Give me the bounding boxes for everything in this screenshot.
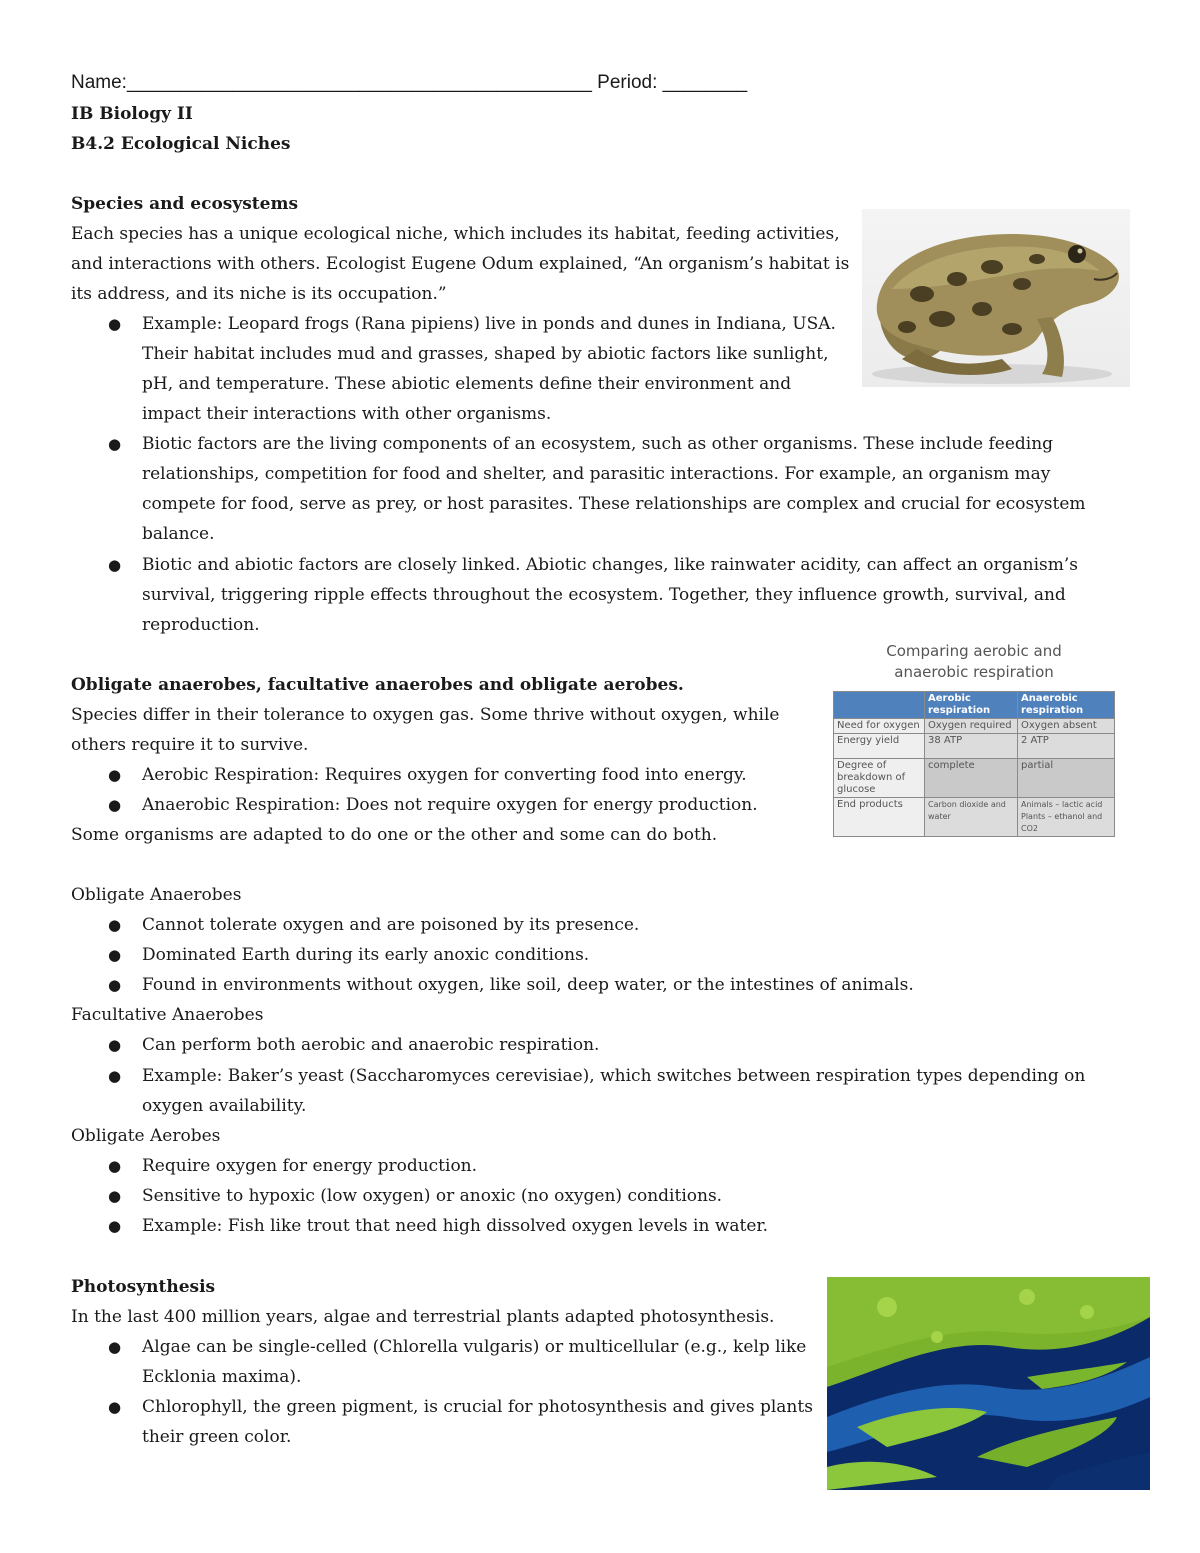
table-header-row xyxy=(834,692,1115,719)
list-item-line: Cannot tolerate oxygen and are poisoned by its presence. xyxy=(142,915,640,935)
list-item-line: Algae can be single-celled (Chlorella vulgaris) or multicellular (e.g., kelp like xyxy=(142,1337,807,1357)
list-item-line: Biotic factors are the living components of an ecosystem, such as other organisms. These include feeding xyxy=(142,434,1054,454)
list-item-line: Dominated Earth during its early anoxic conditions. xyxy=(142,945,590,965)
section-heading-species: Species and ecosystems xyxy=(71,194,299,214)
bullet-dot: ● xyxy=(108,556,122,574)
list-item-line: Their habitat includes mud and grasses, shaped by abiotic factors like sunlight, xyxy=(142,344,829,364)
list-item-line: pH, and temperature. These abiotic elements define their environment and xyxy=(142,374,792,394)
table-cell: End products xyxy=(834,798,925,837)
bullet-dot: ● xyxy=(108,1036,122,1054)
paragraph-line: Each species has a unique ecological niche, which includes its habitat, feeding activities, xyxy=(71,224,840,244)
paragraph-line: its address, and its niche is its occupation.” xyxy=(71,284,447,304)
frog-illustration xyxy=(862,209,1130,387)
table-cell: Oxygen absent xyxy=(1018,719,1115,734)
list-item-line: Chlorophyll, the green pigment, is crucial for photosynthesis and gives plants xyxy=(142,1397,813,1417)
resp-table-title: anaerobic respiration xyxy=(894,663,1054,681)
list-item-line: Can perform both aerobic and anaerobic respiration. xyxy=(142,1035,600,1055)
table-cell: complete xyxy=(925,759,1018,798)
list-item-line: Example: Leopard frogs (Rana pipiens) live in ponds and dunes in Indiana, USA. xyxy=(142,314,836,334)
bullet-dot: ● xyxy=(108,1338,122,1356)
table-header-cell: Aerobic respiration xyxy=(925,692,1018,719)
list-item-line: reproduction. xyxy=(142,615,260,635)
table-row xyxy=(834,798,1115,837)
list-item-line: their green color. xyxy=(142,1427,292,1447)
bullet-dot: ● xyxy=(108,1217,122,1235)
paragraph-line: In the last 400 million years, algae and terrestrial plants adapted photosynthesis. xyxy=(71,1307,775,1327)
bullet-dot: ● xyxy=(108,1398,122,1416)
bullet-dot: ● xyxy=(108,435,122,453)
algae-illustration xyxy=(827,1277,1150,1490)
table-cell: 38 ATP xyxy=(925,734,1018,759)
bullet-dot: ● xyxy=(108,766,122,784)
list-item-line: Example: Fish like trout that need high dissolved oxygen levels in water. xyxy=(142,1216,769,1236)
list-item-line: relationships, competition for food and shelter, and parasitic interactions. For example, an organism may xyxy=(142,464,1051,484)
list-item-line: Anaerobic Respiration: Does not require oxygen for energy production. xyxy=(142,795,758,815)
list-item-line: impact their interactions with other organisms. xyxy=(142,404,552,424)
table-cell: Animals – lactic acid Plants – ethanol and CO2 xyxy=(1018,798,1115,837)
table-cell: Oxygen required xyxy=(925,719,1018,734)
section-heading-photosynthesis: Photosynthesis xyxy=(71,1277,216,1297)
list-item-line: oxygen availability. xyxy=(142,1096,307,1116)
bullet-dot: ● xyxy=(108,1067,122,1085)
table-cell: partial xyxy=(1018,759,1115,798)
bullet-dot: ● xyxy=(108,946,122,964)
section-heading-oxygen: Obligate anaerobes, facultative anaerobes and obligate aerobes. xyxy=(71,675,684,695)
bullet-dot: ● xyxy=(108,796,122,814)
paragraph-line: and interactions with others. Ecologist Eugene Odum explained, “An organism’s habitat is xyxy=(71,254,850,274)
list-item-line: Ecklonia maxima). xyxy=(142,1367,302,1387)
course-title: IB Biology II xyxy=(71,104,193,124)
bullet-dot: ● xyxy=(108,1187,122,1205)
leopard-frog-image xyxy=(862,209,1130,387)
list-item-line: Aerobic Respiration: Requires oxygen for converting food into energy. xyxy=(142,765,747,785)
table-cell: Need for oxygen xyxy=(834,719,925,734)
list-item-line: Sensitive to hypoxic (low oxygen) or anoxic (no oxygen) conditions. xyxy=(142,1186,723,1206)
list-item-line: balance. xyxy=(142,524,215,544)
table-row xyxy=(834,759,1115,798)
table-cell: 2 ATP xyxy=(1018,734,1115,759)
list-item-line: survival, triggering ripple effects throughout the ecosystem. Together, they influence growth, survival, and xyxy=(142,585,1066,605)
table-cell: Carbon dioxide and water xyxy=(925,798,1018,837)
name-period-line: Name:____________________________________________ Period: ________ xyxy=(71,72,748,93)
group-title-facultative-anaerobes: Facultative Anaerobes xyxy=(71,1005,264,1025)
unit-title: B4.2 Ecological Niches xyxy=(71,134,291,154)
list-item-line: Biotic and abiotic factors are closely linked. Abiotic changes, like rainwater acidity, can affect an organism’s xyxy=(142,555,1079,575)
table-header-cell: Anaerobic respiration xyxy=(1018,692,1115,719)
table-row xyxy=(834,719,1115,734)
bullet-dot: ● xyxy=(108,315,122,333)
list-item-line: Example: Baker’s yeast (Saccharomyces cerevisiae), which switches between respiration types depending on xyxy=(142,1066,1086,1086)
group-title-obligate-anaerobes: Obligate Anaerobes xyxy=(71,885,242,905)
paragraph-line: Some organisms are adapted to do one or the other and some can do both. xyxy=(71,825,718,845)
table-cell: Energy yield xyxy=(834,734,925,759)
list-item-line: compete for food, serve as prey, or host parasites. These relationships are complex and crucial for ecosystem xyxy=(142,494,1086,514)
bullet-dot: ● xyxy=(108,976,122,994)
list-item-line: Require oxygen for energy production. xyxy=(142,1156,478,1176)
table-header-cell xyxy=(834,692,925,719)
bullet-dot: ● xyxy=(108,916,122,934)
group-title-obligate-aerobes: Obligate Aerobes xyxy=(71,1126,221,1146)
paragraph-line: others require it to survive. xyxy=(71,735,309,755)
list-item-line: Found in environments without oxygen, like soil, deep water, or the intestines of animals. xyxy=(142,975,914,995)
table-cell: Degree of breakdown of glucose xyxy=(834,759,925,798)
resp-table-title: Comparing aerobic and xyxy=(886,642,1062,660)
algae-pond-image xyxy=(827,1277,1150,1490)
table-row xyxy=(834,734,1115,759)
respiration-comparison-table xyxy=(833,691,1115,837)
paragraph-line: Species differ in their tolerance to oxygen gas. Some thrive without oxygen, while xyxy=(71,705,780,725)
bullet-dot: ● xyxy=(108,1157,122,1175)
